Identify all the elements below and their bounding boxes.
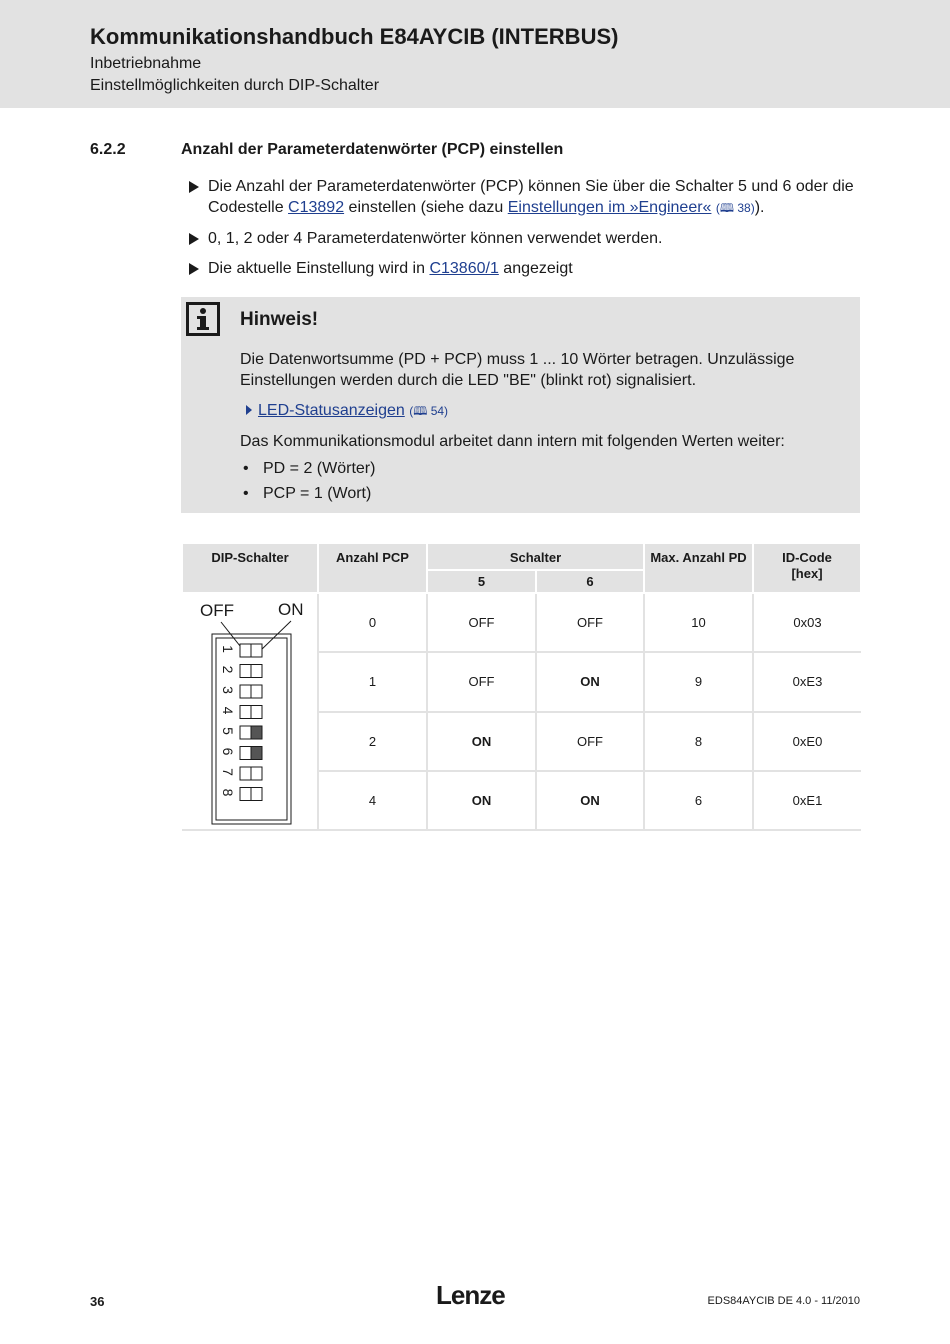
bullet-text: Die Anzahl der Parameterdatenwörter (PCP) können Sie über die Schalter 5 und 6 oder die Codestelle	[208, 178, 854, 216]
header-anzahl-pcp: Anzahl PCP	[318, 543, 427, 593]
bullet-item-switch-codestelle	[186, 176, 876, 219]
bullet-text: ).	[754, 199, 765, 216]
switch-3-off-slot	[240, 685, 251, 698]
note-box	[181, 297, 860, 513]
page-header	[0, 0, 950, 108]
page-reference[interactable]: (🕮 54)	[409, 404, 449, 418]
link-einstellungen-engineer[interactable]: Einstellungen im »Engineer«	[507, 199, 712, 216]
switch-3-on-slot	[251, 685, 262, 698]
off-label: OFF	[199, 601, 234, 620]
header-schalter: Schalter	[427, 543, 644, 570]
switch-2-off-slot	[240, 665, 251, 678]
header-switch-6: 6	[536, 570, 644, 593]
section-title: Anzahl der Parameterdatenwörter (PCP) einstellen	[181, 141, 564, 158]
section-number: 6.2.2	[90, 141, 126, 158]
header-id-code: ID-Code [hex]	[753, 543, 861, 593]
switch-5-on-slot	[251, 726, 262, 739]
bullet-text: einstellen (siehe dazu	[344, 199, 508, 216]
switch-8-on-slot	[251, 788, 262, 801]
cell-s5-2: ON	[427, 712, 536, 771]
cell-pcp-1: 1	[318, 652, 427, 711]
switch-number-6: 6	[219, 747, 236, 756]
bullet-text: angezeigt	[498, 260, 573, 277]
switch-8-off-slot	[240, 788, 251, 801]
document-title: Kommunikationshandbuch E84AYCIB (INTERBUS)	[90, 24, 619, 49]
cell-s6-3: ON	[536, 771, 644, 830]
bullet-text: Die aktuelle Einstellung wird in	[208, 260, 430, 277]
link-c13860-1[interactable]: C13860/1	[429, 260, 499, 277]
cell-s6-0: OFF	[536, 593, 644, 652]
switch-number-2: 2	[219, 665, 236, 674]
note-text-2: Das Kommunikationsmodul arbeitet dann intern mit folgenden Werten weiter:	[240, 433, 785, 450]
cell-id-2: 0xE0	[753, 712, 861, 771]
switch-2-on-slot	[251, 665, 262, 678]
cell-id-0: 0x03	[753, 593, 861, 652]
note-list-item: • PCP = 1 (Wort)	[240, 481, 850, 506]
bullet-text: 0, 1, 2 oder 4 Parameterdatenwörter können verwendet werden.	[208, 230, 663, 247]
info-icon	[186, 302, 220, 336]
note-title: Hinweis!	[240, 309, 319, 330]
dip-switch-diagram	[183, 594, 317, 826]
cell-pd-0: 10	[644, 593, 753, 652]
switch-5-off-slot	[240, 726, 251, 739]
switch-number-5: 5	[219, 727, 236, 735]
bullet-list	[186, 176, 876, 288]
link-c13892[interactable]: C13892	[288, 199, 345, 216]
cell-pd-3: 6	[644, 771, 753, 830]
note-text: Die Datenwortsumme (PD + PCP) muss 1 ... 10 Wörter betragen. Unzulässige Einstellungen werden durch die LED "BE" (blinkt rot) signalisiert.	[240, 351, 795, 389]
switch-6-on-slot	[251, 747, 262, 760]
cell-pd-2: 8	[644, 712, 753, 771]
cell-s6-1: ON	[536, 652, 644, 711]
note-body	[240, 349, 850, 506]
cell-s5-0: OFF	[427, 593, 536, 652]
header-dip-schalter: DIP-Schalter	[182, 543, 318, 593]
chapter-title: Inbetriebnahme	[90, 55, 202, 72]
cell-pd-1: 9	[644, 652, 753, 711]
switch-number-4: 4	[219, 706, 236, 715]
switch-1-off-slot	[240, 644, 251, 657]
switch-4-on-slot	[251, 706, 262, 719]
section-breadcrumb: Einstellmöglichkeiten durch DIP-Schalter	[90, 77, 380, 94]
note-link-row	[240, 400, 850, 422]
switch-number-7: 7	[219, 768, 236, 776]
dip-switch-table	[181, 542, 862, 831]
dip-switch-diagram-cell	[182, 593, 318, 830]
page-reference[interactable]: (🕮 38)	[715, 201, 755, 215]
header-switch-5: 5	[427, 570, 536, 593]
bullet-item-current-setting	[186, 258, 876, 279]
switch-number-1: 1	[219, 645, 236, 653]
header-max-anzahl-pd: Max. Anzahl PD	[644, 543, 753, 593]
cell-pcp-2: 2	[318, 712, 427, 771]
on-label: ON	[277, 600, 303, 619]
switch-1-on-slot	[251, 644, 262, 657]
lenze-logo: Lenze	[436, 1280, 505, 1310]
cell-id-1: 0xE3	[753, 652, 861, 711]
switch-4-off-slot	[240, 706, 251, 719]
switch-number-3: 3	[219, 686, 236, 694]
switch-6-off-slot	[240, 747, 251, 760]
link-led-statusanzeigen[interactable]: LED-Statusanzeigen	[258, 402, 405, 419]
switch-number-8: 8	[219, 788, 236, 797]
cell-pcp-3: 4	[318, 771, 427, 830]
note-value-list	[240, 456, 850, 506]
switch-7-off-slot	[240, 767, 251, 780]
cell-s6-2: OFF	[536, 712, 644, 771]
cell-id-3: 0xE1	[753, 771, 861, 830]
cell-s5-1: OFF	[427, 652, 536, 711]
cell-pcp-0: 0	[318, 593, 427, 652]
switch-7-on-slot	[251, 767, 262, 780]
cell-s5-3: ON	[427, 771, 536, 830]
note-list-item: • PD = 2 (Wörter)	[240, 456, 850, 481]
document-code: EDS84AYCIB DE 4.0 - 11/2010	[707, 1295, 860, 1307]
page-number: 36	[90, 1294, 105, 1309]
on-pointer	[260, 621, 291, 651]
bullet-item-words	[186, 228, 876, 249]
